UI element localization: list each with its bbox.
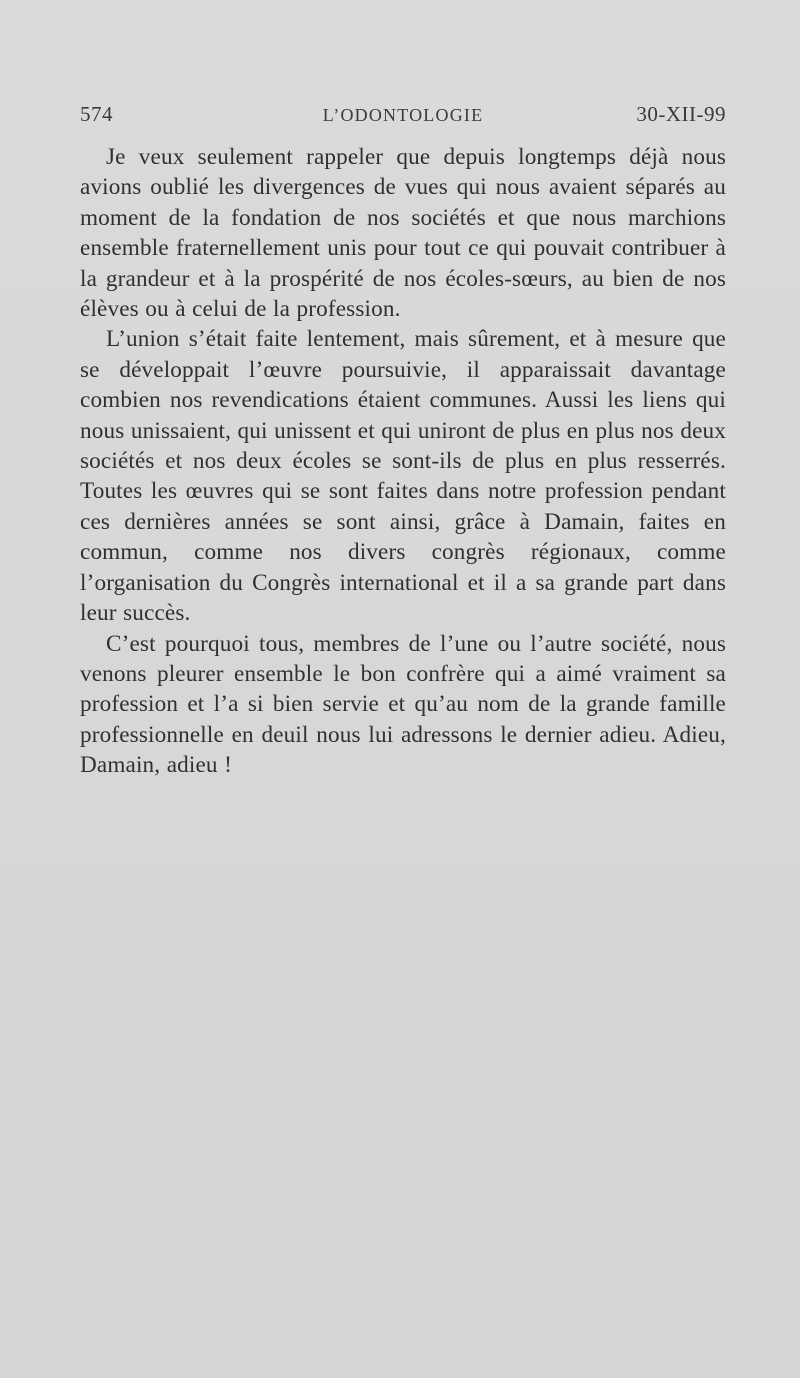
journal-title: L’ODONTOLOGIE <box>322 105 484 125</box>
paragraph-2: L’union s’était faite lentement, mais sûrement, et à mesure que se développait l’œuvre poursuivie, il apparaissait davantage combien nos revendications étaient communes. Aussi les liens qui nous unissaient, qui unissent et qui uniront de plus en plus nos deux sociétés et nos deux écoles se sont-ils de plus en plus resserrés. Toutes les œuvres qui se sont faites dans notre profession pendant ces dernières années se sont ainsi, grâce à Damain, faites en commun, comme nos divers congrès régionaux, comme l’organisation du Congrès international et il a sa grande part dans leur succès. <box>80 326 726 627</box>
paragraph-3: C’est pourquoi tous, membres de l’une ou l’autre société, nous venons pleurer ensemble le bon confrère qui a aimé vraiment sa profession et l’a si bien servie et qu’au nom de la grande famille professionnelle en deuil nous lui adressons le dernier adieu. Adieu, Damain, adieu ! <box>80 630 726 779</box>
issue-date: 30-XII-99 <box>636 102 726 126</box>
running-head <box>80 102 726 132</box>
body-text <box>80 142 726 781</box>
page-number: 574 <box>80 102 113 126</box>
paragraph-1: Je veux seulement rappeler que depuis longtemps déjà nous avions oublié les divergences de vues qui nous avaient séparés au moment de la fondation de nos sociétés et que nous marchions ensemble fraternellement unis pour tout ce qui pouvait contribuer à la grandeur et à la prospérité de nos écoles-sœurs, au bien de nos élèves ou à celui de la profession. <box>80 144 726 323</box>
